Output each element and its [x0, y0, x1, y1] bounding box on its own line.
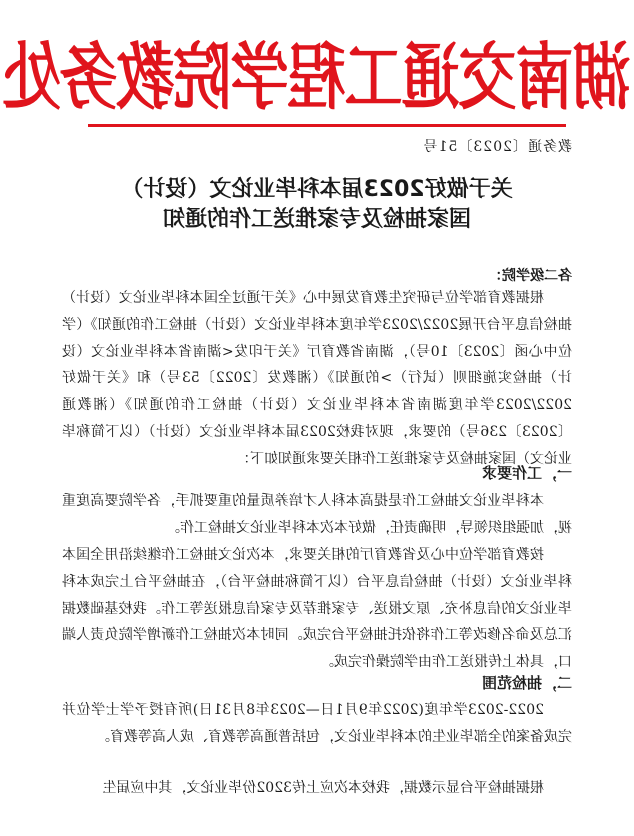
masthead-rule — [88, 124, 566, 127]
paragraph-3: 按教育部学位中心及省教育厅的相关要求，本次论文抽检工作继续沿用全国本科毕业论文（设计）抽检信息平台（以下简称抽检平台），在抽检平台上完成本科毕业论文的信息补充、原文报送、专家推荐及专家信息报送等工作。我校基础数据汇总及命名修改等工作将依托抽检平台完成。同时本次抽检工作新增学院负责人端口，具体上传报送工作由学院操作完成。 — [62, 547, 572, 671]
title-line-1: 关于做好2023届本科毕业论文（设计） — [121, 177, 513, 202]
section-heading-2: 二，抽检范围 — [481, 674, 572, 692]
section-heading-1: 一，工作要求 — [481, 464, 572, 482]
paragraph-5: 根据抽检平台显示数据，我校本次应上传3202份毕业论文，其中应届生 — [102, 780, 544, 796]
paragraph-2: 本科毕业论文抽检工作是提高本科人才培养质量的重要抓手，各学院要高度重视，加强组织领导，明确责任，做好本次本科毕业论文抽检工作。 — [62, 493, 572, 536]
paragraph-1: 根据教育部学位与研究生教育发展中心《关于通过全国本科毕业论文（设计）抽检信息平台开展2022/2023学年度本科毕业论文（设计）抽检工作的通知》（学位中心函〔2023〕10号），湖南省教育厅《关于印发<湖南省本科毕业论文（设计）抽检实施细则（试行）>的通知》（湘教发〔2022〕53号）和《关于做好2022/2023学年度湖南省本科毕业论文（设计）抽检工作的通知》（湘教通〔2023〕236号）的要求，现对我校2023届本科毕业论文（设计）（以下简称毕业论文）国家抽检及专家推送工作相关要求通知如下： — [62, 290, 572, 467]
title-line-2: 国家抽检及专家推送工作的通知 — [163, 207, 472, 232]
masthead-text: 湖南交通工程学院教务处 — [3, 34, 631, 120]
masthead — [3, 28, 631, 120]
salutation: 各二级学院： — [488, 268, 572, 284]
paragraph-4: 2022-2023学年度(2022年9月1日—2023年8月31日)所有授予学士学位并完成备案的全部毕业生的本科毕业论文，包括普通高等教育、成人高等教育。 — [62, 702, 572, 745]
document-number: 教务通〔2023〕51号 — [422, 139, 572, 155]
